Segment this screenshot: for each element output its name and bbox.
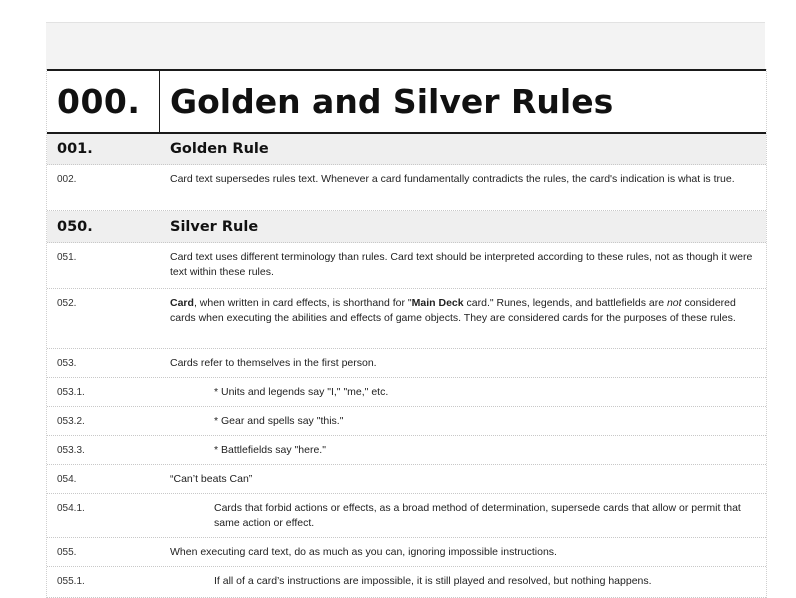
- rule-text: * Units and legends say "I," "me," etc.: [214, 386, 389, 398]
- section-title: Silver Rule: [170, 218, 259, 235]
- rule-row: [47, 165, 766, 211]
- rule-number: 053.2.: [57, 416, 85, 427]
- rules-table: [46, 69, 767, 598]
- rule-text: Cards refer to themselves in the first person.: [170, 357, 377, 369]
- section-title: Golden Rule: [170, 141, 269, 157]
- rule-number: 055.1.: [57, 576, 85, 587]
- rule-text: * Battlefields say "here.": [214, 444, 326, 456]
- chapter-heading-row: [47, 69, 766, 134]
- rule-text: When executing card text, do as much as you can, ignoring impossible instructions.: [170, 546, 557, 558]
- rule-number: 051.: [57, 252, 77, 263]
- rule-text: Card text uses different terminology than rules. Card text should be interpreted according to these rules, not as though it were text within these rules.: [170, 251, 753, 278]
- rule-row: [47, 378, 766, 407]
- section-number: 001.: [57, 141, 93, 157]
- rule-number: 053.: [57, 358, 77, 369]
- rule-number: 054.1.: [57, 503, 85, 514]
- page-header-band: [46, 22, 765, 70]
- rule-row: [47, 243, 766, 289]
- emphasis-not: not: [666, 297, 682, 309]
- rule-text: “Can’t beats Can”: [170, 473, 253, 485]
- term-card: Card: [170, 297, 194, 309]
- rule-text: [160, 289, 766, 348]
- rule-text: Cards that forbid actions or effects, as a broad method of determination, supersede cards that allow or permit that same action or effect.: [214, 502, 741, 529]
- section-heading-row: [47, 211, 766, 243]
- rule-number: 052.: [57, 298, 77, 309]
- rule-row: [47, 538, 766, 567]
- rule-text-part: considered cards when executing the abilities and effects of game objects. They are considered cards for the purposes of these rules.: [170, 297, 736, 324]
- rule-row: [47, 289, 766, 349]
- rule-row: [47, 436, 766, 465]
- rule-text-part: , when written in card effects, is shorthand for ": [193, 297, 412, 309]
- section-heading-row: [47, 134, 766, 165]
- rule-text: If all of a card’s instructions are impossible, it is still played and resolved, but nothing happens.: [214, 575, 652, 587]
- rule-text: * Gear and spells say "this.": [214, 415, 344, 427]
- rule-text: Card text supersedes rules text. Whenever a card fundamentally contradicts the rules, the card's indication is what is true.: [170, 173, 735, 185]
- term-main-deck: Main Deck: [411, 297, 464, 309]
- rule-number: 054.: [57, 474, 77, 485]
- rule-text-part: card." Runes, legends, and battlefields are: [463, 297, 667, 309]
- rule-row: [47, 465, 766, 494]
- chapter-title: Golden and Silver Rules: [170, 82, 614, 121]
- rule-row: [47, 349, 766, 378]
- rule-row: [47, 567, 766, 598]
- chapter-number: 000.: [47, 71, 160, 132]
- rule-row: [47, 407, 766, 436]
- rule-number: 002.: [57, 174, 77, 185]
- rule-row: [47, 494, 766, 538]
- section-number: 050.: [57, 218, 93, 235]
- rule-number: 055.: [57, 547, 77, 558]
- rule-number: 053.3.: [57, 445, 85, 456]
- rule-number: 053.1.: [57, 387, 85, 398]
